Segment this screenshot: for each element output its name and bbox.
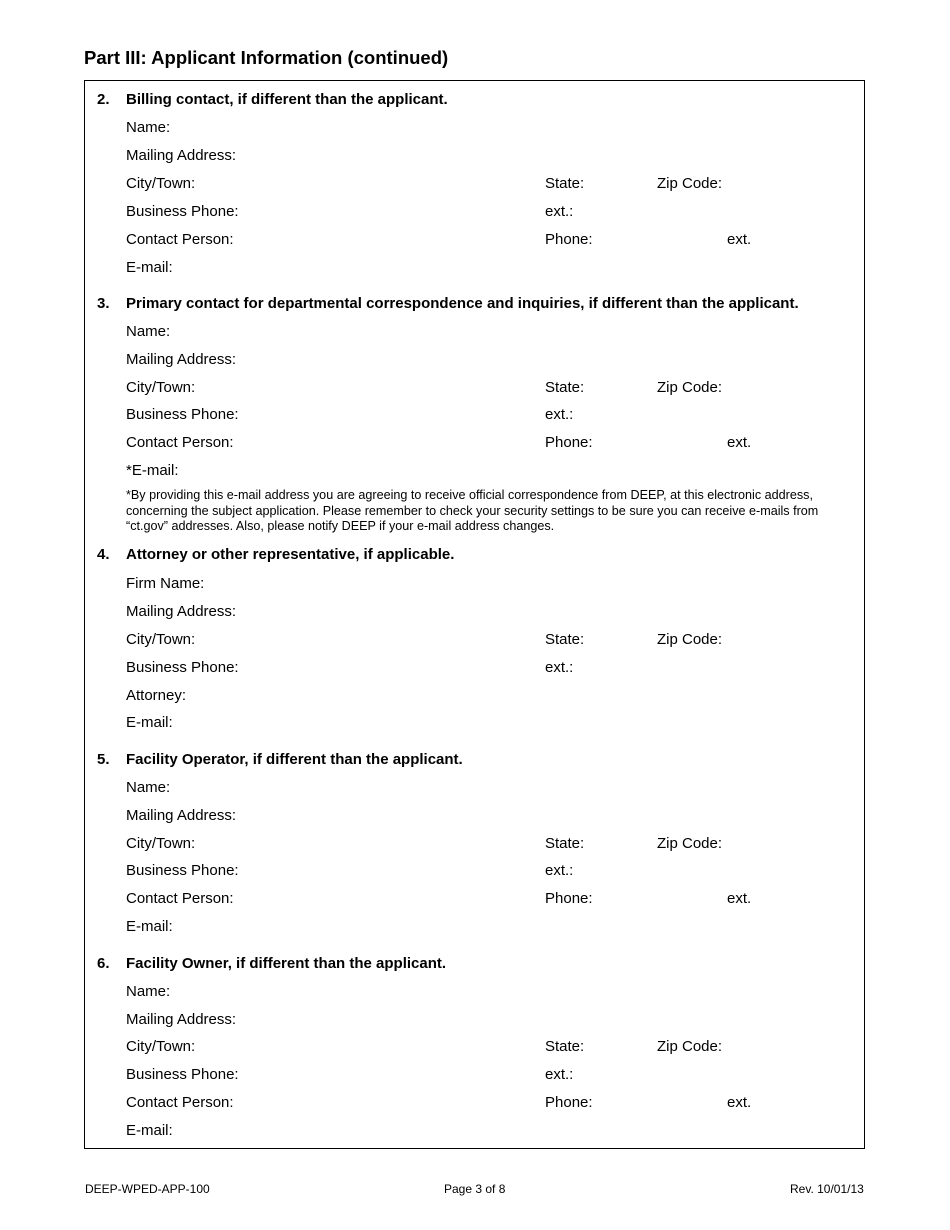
- state-label: State:: [545, 631, 585, 648]
- mailing-address-label: Mailing Address:: [126, 1011, 237, 1028]
- footer-form-id: DEEP-WPED-APP-100: [85, 1182, 210, 1196]
- section-heading: Facility Owner, if different than the applicant.: [126, 955, 447, 972]
- email-label: E-mail:: [126, 918, 173, 935]
- phone-label: Phone:: [545, 890, 593, 907]
- business-phone-label: Business Phone:: [126, 1066, 239, 1083]
- section-heading: Primary contact for departmental correspondence and inquiries, if different than the applicant.: [126, 295, 799, 312]
- name-label: Name:: [126, 983, 171, 1000]
- email-label: *E-mail:: [126, 462, 179, 479]
- business-phone-label: Business Phone:: [126, 659, 239, 676]
- email-label: E-mail:: [126, 259, 173, 276]
- footer-revision: Rev. 10/01/13: [790, 1182, 864, 1196]
- business-phone-label: Business Phone:: [126, 862, 239, 879]
- phone-label: Phone:: [545, 231, 593, 248]
- section-number: 3.: [97, 295, 110, 312]
- phone-ext-label: ext.: [727, 1094, 752, 1111]
- business-phone-label: Business Phone:: [126, 406, 239, 423]
- zip-code-label: Zip Code:: [657, 1038, 723, 1055]
- business-phone-ext-label: ext.:: [545, 659, 574, 676]
- footer-page-number: Page 3 of 8: [444, 1182, 506, 1196]
- business-phone-ext-label: ext.:: [545, 1066, 574, 1083]
- zip-code-label: Zip Code:: [657, 379, 723, 396]
- phone-label: Phone:: [545, 1094, 593, 1111]
- business-phone-ext-label: ext.:: [545, 862, 574, 879]
- name-label: Name:: [126, 779, 171, 796]
- zip-code-label: Zip Code:: [657, 631, 723, 648]
- city-town-label: City/Town:: [126, 175, 196, 192]
- state-label: State:: [545, 379, 585, 396]
- section-number: 4.: [97, 546, 110, 563]
- mailing-address-label: Mailing Address:: [126, 603, 237, 620]
- section-heading: Attorney or other representative, if applicable.: [126, 546, 455, 563]
- name-label: Name:: [126, 323, 171, 340]
- city-town-label: City/Town:: [126, 835, 196, 852]
- city-town-label: City/Town:: [126, 631, 196, 648]
- contact-person-label: Contact Person:: [126, 231, 234, 248]
- contact-person-label: Contact Person:: [126, 434, 234, 451]
- name-label: Name:: [126, 119, 171, 136]
- mailing-address-label: Mailing Address:: [126, 351, 237, 368]
- phone-label: Phone:: [545, 434, 593, 451]
- mailing-address-label: Mailing Address:: [126, 807, 237, 824]
- state-label: State:: [545, 835, 585, 852]
- phone-ext-label: ext.: [727, 231, 752, 248]
- phone-ext-label: ext.: [727, 890, 752, 907]
- attorney-label: Attorney:: [126, 687, 187, 704]
- email-label: E-mail:: [126, 1122, 173, 1139]
- business-phone-label: Business Phone:: [126, 203, 239, 220]
- zip-code-label: Zip Code:: [657, 835, 723, 852]
- email-consent-note: *By providing this e-mail address you are agreeing to receive official correspondence from DEEP, at this electronic address, concerning the subject application. Please remember to check your security settings to be sure you can receive e-mails from “ct.gov” addresses. Also, please notify DEEP if your e-mail address changes.: [126, 488, 819, 533]
- city-town-label: City/Town:: [126, 379, 196, 396]
- business-phone-ext-label: ext.:: [545, 203, 574, 220]
- contact-person-label: Contact Person:: [126, 890, 234, 907]
- section-heading: Facility Operator, if different than the applicant.: [126, 751, 463, 768]
- section-number: 5.: [97, 751, 110, 768]
- contact-person-label: Contact Person:: [126, 1094, 234, 1111]
- email-label: E-mail:: [126, 714, 173, 731]
- city-town-label: City/Town:: [126, 1038, 196, 1055]
- phone-ext-label: ext.: [727, 434, 752, 451]
- page-title: Part III: Applicant Information (continued): [84, 47, 449, 68]
- business-phone-ext-label: ext.:: [545, 406, 574, 423]
- firm-name-label: Firm Name:: [126, 575, 205, 592]
- section-number: 6.: [97, 955, 110, 972]
- state-label: State:: [545, 1038, 585, 1055]
- section-number: 2.: [97, 91, 110, 108]
- mailing-address-label: Mailing Address:: [126, 147, 237, 164]
- zip-code-label: Zip Code:: [657, 175, 723, 192]
- section-heading: Billing contact, if different than the applicant.: [126, 91, 448, 108]
- state-label: State:: [545, 175, 585, 192]
